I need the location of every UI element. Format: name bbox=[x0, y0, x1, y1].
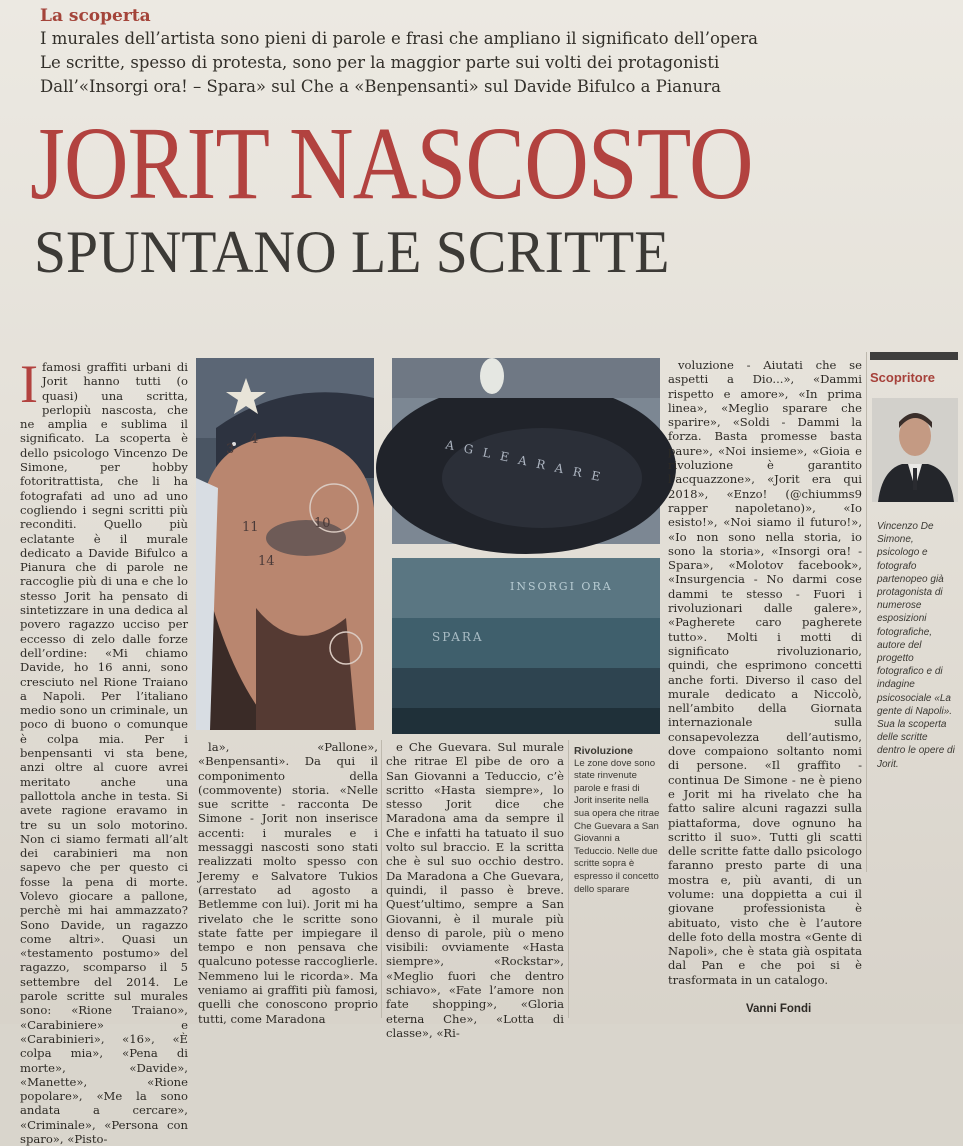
photo-number: 14 bbox=[258, 554, 275, 569]
photo-inscription: A G L E A R A R E bbox=[444, 437, 605, 485]
subhead-line-1: I murales dell’artista sono pieni di parole e frasi che ampliano il significato dell’opera bbox=[40, 29, 758, 48]
column-divider bbox=[381, 740, 382, 1018]
byline: Vanni Fondi bbox=[746, 1003, 812, 1015]
photo-number: 4 bbox=[250, 432, 259, 447]
photo-number: 3 bbox=[226, 442, 235, 457]
article-column-3 bbox=[386, 740, 564, 1040]
kicker: La scoperta bbox=[40, 6, 151, 26]
column-text: e Che Guevara. Sul murale che ritrae El pibe de oro a San Giovanni a Teduccio, c’è scritto «Hasta siempre», lo stesso Jorit dice che Maradona ama da sempre il Che e infatti ha tatuato il suo volto sul braccio. E la scritta che è sul suo occhio destro. Da Maradona a Che Guevara, quindi, il passo è breve. Quest’ultimo, sempre a San Giovanni, è il murale più denso di parole, più o meno visibili: ovviamente «Hasta siempre», «Rockstar», «Meglio fuori che dentro schiavo», «Fate l’amore non fate shopping», «Gloria eterna Che», «Lotta di classe», «Ri- bbox=[386, 740, 564, 1040]
photo-caption bbox=[574, 745, 660, 896]
column-divider bbox=[866, 352, 867, 872]
column-text: voluzione - Aiutati che se aspetti a Dio...», «Dammi rispetto e amore», «In prima linea», «Meglio sparare che sparire», «Soldi - Dammi la forza. Basta promesse basta paure», «Noi insieme», «Gioia e rivoluzione è garantito l’acquazzone», «Jorit era qui 2018», «Enzo! (@chiumms9 rapper napoletano)», «Io esisto!», «Noi siamo il futuro!», «Io non sono nella storia, io sono la storia», «Insorgi ora! - Spara», «Molotov facebook», «Insurgencia - No darmi cose dammi te stesso - Fuori i rivoluzionari dalle galere», «Pagherete caro pagherete tutto». Molti i motti di significato rivoluzionario, quindi, che esprimono concetti anche forti. Diverso il caso del murale dedicato a Niccolò, nell’ambito della Giornata internazionale sulla consapevolezza dell’autismo, dove compaiono soltanto nomi di persone. «Il graffito - continua De Simone - ne è pieno e Jorit mi ha rivelato che ha fatto salire alcuni ragazzi sulla piattaforma, dove ognuno ha scritto il suo». Tutti gli scatti delle scritte fatte dallo psicologo faranno presto parte di una mostra e, più avanti, di un volume: una doppietta a cui il giovane professionista è abituato, visto che è l’autore delle foto della mostra «Gente di Napoli», che è stata già ospitata dal Pan e che poi si è trasformata in un catalogo. bbox=[668, 358, 862, 987]
photo-inscription: SPARA bbox=[432, 630, 484, 644]
photo-wall-writing bbox=[392, 558, 660, 734]
subhead-line-3: Dall’«Insorgi ora! – Spara» sul Che a «Benpensanti» sul Davide Bifulco a Pianura bbox=[40, 77, 721, 96]
author-portrait bbox=[872, 398, 958, 502]
caption-text: Le zone dove sono state rinvenute parole e frasi di Jorit inserite nella sua opera che ritrae Che Guevara a San Giovanni a Teduccio. Nelle due scritte sopra è espresso il concetto dello sparare bbox=[574, 757, 660, 895]
column-text: famosi graffiti urbani di Jorit hanno tutti (o quasi) una scritta, perlopiù nascosta, che ne amplia e sublima il significato. La scoperta è dello psicologo Vincenzo De Simone, per hobby fotoritrattista, che li ha fotografati ad uno ad uno cogliendo i segni scritti più reconditi. Quello più eclatante è il murale dedicato a Davide Bifulco a Pianura che di parole ne raccoglie più di una e che lo stesso Jorit ha pensato di sintetizzare in una dedica al povero ragazzo ucciso per eccesso di zelo dalle forze dell’ordine: «Mi chiamo Davide, ho 16 anni, sono cresciuto nel Rione Traiano a Napoli. Per l’italiano medio sono un criminale, un poco di buono o comunque è colpa mia. Per i benpensanti vi sta bene, anzi oltre al cuore avrei meritato anche una pallottola anche in testa. Si avete ragione eravamo in tre su un solo motorino. Non ci siamo fermati all’alt dei carabinieri ma non sapevo che per questo ci fosse la pena di morte. Volevo giocare a pallone, perchè mi hai ammazzato? Sono Davide, un ragazzo come altri». Quasi un «testamento postumo» del ragazzo, scomparso il 5 settembre del 2014. Le parole scritte sul murales sono: «Rione Traiano», «Carabiniere» e «Carabinieri», «16», «È colpa mia», «Pena di morte», «Davide», «Manette», «Rione popolare», «Me la sono andata a cercare», «Criminale», «Persona con sparo», «Pisto- bbox=[20, 360, 188, 1146]
article-column-4 bbox=[668, 358, 862, 998]
photo-number: 10 bbox=[314, 516, 331, 531]
sidebar-text: Vincenzo De Simone, psicologo e fotografo partenopeo già protagonista di numerose esposizioni fotografiche, autore del progetto fotografico e di indagine psicosociale «La gente di Napoli». Sua la scoperta delle scritte dentro le opere di Jorit. bbox=[877, 521, 955, 770]
subheadline: SPUNTANO LE SCRITTE bbox=[34, 219, 670, 285]
subhead-line-2: Le scritte, spesso di protesta, sono per la maggior parte sui volti dei protagonisti bbox=[40, 53, 720, 72]
sidebar-title: Scopritore bbox=[870, 370, 936, 385]
sidebar-rule bbox=[870, 352, 958, 360]
article-column-1: I famosi graffiti urbani di Jorit hanno tutti (o quasi) una scritta, perlopiù nascosta, che ne amplia e sublima il significato. La scoperta è dello psicologo Vincenzo De Simone, per hobby fotoritrattista, che li ha fotografati ad uno ad uno cogliendo i segni scritti più reconditi. Quello più eclatante è il murale dedicato a Davide Bifulco a Pianura che di parole ne raccoglie più di una e che lo stesso Jorit ha pensato di sintetizzare in una dedica al povero ragazzo ucciso per eccesso di zelo dalle forze dell’ordine: «Mi chiamo Davide, ho 16 anni, sono cresciuto nel Rione Traiano a Napoli. Per l’italiano medio sono un criminale, un poco di buono o comunque è colpa mia. Per i benpensanti vi sta bene, anzi oltre al cuore avrei meritato anche una pallottola anche in testa. Si avete ragione eravamo in tre su un solo motorino. Non ci siamo fermati all’alt dei carabinieri ma non sapevo che per questo ci fosse la pena di morte. Volevo giocare a pallone, perchè mi hai ammazzato? Sono Davide, un ragazzo come altri». Quasi un «testamento postumo» del ragazzo, scomparso il 5 settembre del 2014. Le parole scritte sul murales sono: «Rione Traiano», «Carabiniere» e «Carabinieri», «16», «È colpa mia», «Pena di morte», «Davide», «Manette», «Rione popolare», «Me la sono andata a cercare», «Criminale», «Persona con sparo», «Pisto- bbox=[20, 354, 188, 1146]
photo-inscription: INSORGI ORA bbox=[510, 580, 613, 593]
photo-beret-detail bbox=[392, 358, 660, 544]
photo-che-guevara-face bbox=[196, 358, 374, 730]
headline: JORIT NASCOSTO bbox=[30, 106, 753, 221]
sidebar bbox=[870, 352, 958, 385]
photo-number: 11 bbox=[242, 520, 259, 535]
column-text: la», «Pallone», «Benpensanti». Da qui il componimento della (commovente) storia. «Nelle sue scritte - racconta De Simone - Jorit non inserisce accenti: i murales e i messaggi nascosti sono stati realizzati molto spesso con Jeremy e Salvatore Tukios (arrestato ad agosto a Betlemme con lui). Jorit mi ha rivelato che le scritte sono state fatte per impiegare il tempo e non pensava che qualcuno potesse raccoglierle. Nemmeno lui le ricorda». Ma veniamo ai graffiti più famosi, quelli che conoscono proprio tutti, come Maradona bbox=[198, 740, 378, 1026]
article-column-2 bbox=[198, 740, 378, 1026]
caption-title: Rivoluzione bbox=[574, 745, 633, 757]
column-divider bbox=[568, 740, 569, 1018]
